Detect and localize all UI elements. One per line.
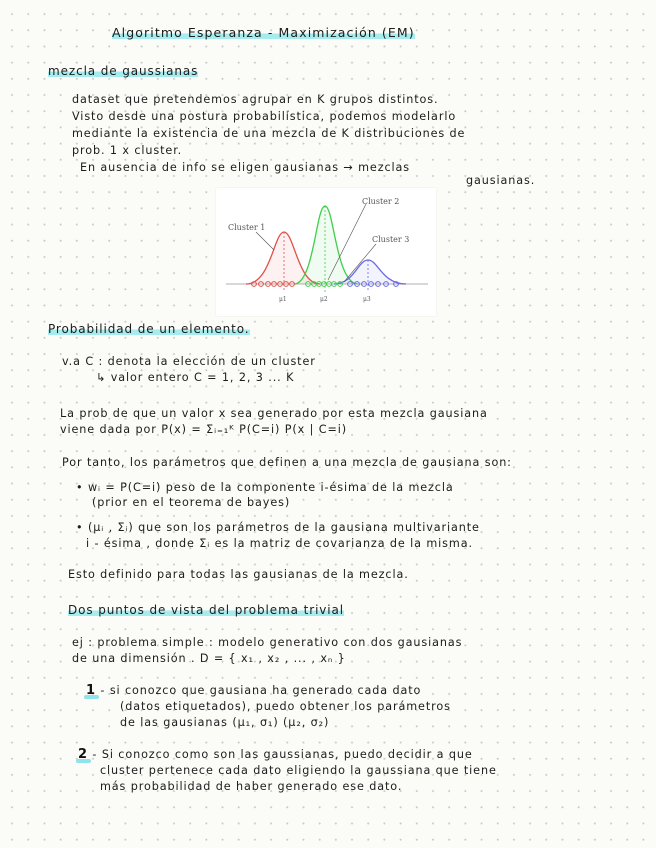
- text-line: i - ésima , donde Σᵢ es la matriz de covarianza de la misma.: [86, 537, 473, 550]
- item-number-2: 2: [78, 747, 88, 762]
- item-2-text: - Si conozco como son las gaussianas, puedo decidir a que: [92, 748, 473, 761]
- cluster-label-2: Cluster 2: [362, 197, 400, 206]
- text-line: gausianas.: [466, 174, 536, 187]
- page-title: Algoritmo Esperanza - Maximización (EM): [112, 25, 415, 40]
- heading-mezcla: mezcla de gaussianas: [48, 64, 199, 78]
- text-line: prob. 1 x cluster.: [72, 144, 183, 157]
- text-line: dataset que pretendemos agrupar en K grupos distintos.: [72, 93, 439, 106]
- text-line: mediante la existencia de una mezcla de K distribuciones de: [72, 127, 466, 140]
- text-line: cluster pertenece cada dato eligiendo la gaussiana que tiene: [100, 764, 497, 777]
- text-line: Esto definido para todas las gausianas de la mezcla.: [68, 568, 409, 581]
- item-number-1: 1: [86, 683, 96, 698]
- cluster-label-1: Cluster 1: [228, 223, 266, 232]
- text-line: ej : problema simple : modelo generativo con dos gausianas: [72, 636, 463, 649]
- text-line: (prior en el teorema de bayes): [92, 496, 291, 509]
- text-line: más probabilidad de haber generado ese dato.: [100, 780, 403, 793]
- gaussian-mixture-figure: [216, 188, 436, 316]
- mu-label-3: μ3: [363, 296, 371, 303]
- gaussian-mixture-plot: [216, 188, 436, 316]
- text-line: Visto desde una postura probabilística, podemos modelarlo: [72, 110, 457, 123]
- pointer-line-1: [256, 232, 274, 250]
- text-line: Por tanto, los parámetros que definen a una mezcla de gausiana son:: [62, 456, 512, 469]
- text-line: (datos etiquetados), puedo obtener los parámetros: [120, 700, 451, 713]
- text-line: de una dimensión . D = { x₁ , x₂ , ... , xₙ }: [72, 652, 346, 665]
- cluster-label-3: Cluster 3: [372, 235, 410, 244]
- heading-probabilidad: Probabilidad de un elemento.: [48, 322, 250, 336]
- text-line: La prob de que un valor x sea generado por esta mezcla gausiana: [60, 407, 488, 420]
- bullet-params: • (μᵢ , Σᵢ) que son los parámetros de la gausiana multivariante: [76, 521, 480, 534]
- text-line: En ausencia de info se eligen gausianas → mezclas: [80, 161, 411, 174]
- mu-label-2: μ2: [320, 296, 328, 303]
- item-2: [78, 748, 473, 762]
- bullet-weight: • wᵢ = P(C=i) peso de la componente i-ésima de la mezcla: [76, 481, 454, 494]
- text-line: ↳ valor entero C = 1, 2, 3 ... K: [96, 371, 295, 384]
- item-1: [86, 684, 421, 698]
- text-line: v.a C : denota la elección de un cluster: [62, 355, 316, 368]
- item-1-text: - si conozco que gausiana ha generado cada dato: [100, 684, 422, 697]
- text-line: de las gausianas (μ₁, σ₁) (μ₂, σ₂): [120, 716, 330, 729]
- heading-dos-puntos: Dos puntos de vista del problema trivial: [68, 603, 345, 617]
- mu-label-1: μ1: [279, 296, 287, 303]
- formula-line: viene dada por P(x) = Σᵢ₌₁ᴷ P(C=i) P(x | C=i): [60, 423, 348, 436]
